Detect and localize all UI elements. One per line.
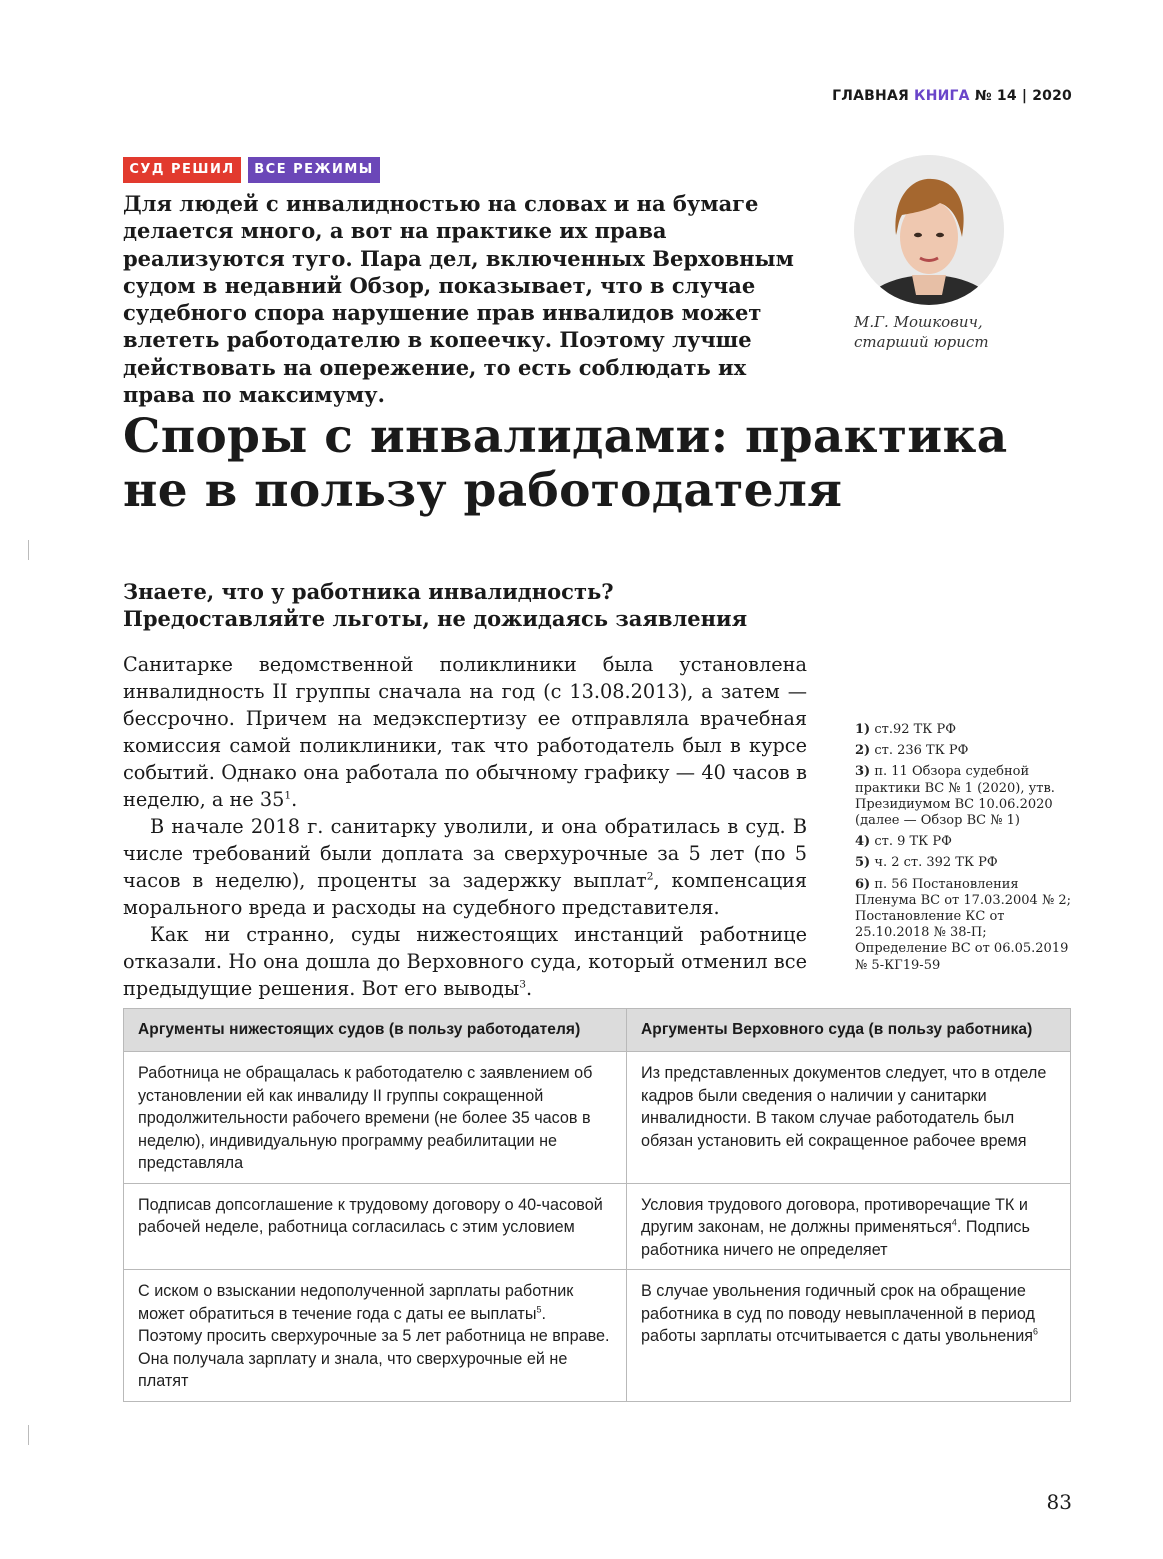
body-p1-end: .	[291, 788, 298, 811]
tag-all-regimes: ВСЕ РЕЖИМЫ	[248, 157, 380, 183]
footnote-ref-3[interactable]: 3	[519, 977, 527, 991]
table-row	[124, 1183, 1071, 1270]
table-header-row	[124, 1009, 1071, 1052]
body-paragraph-2	[123, 813, 807, 921]
issue-number: № 14 | 2020	[974, 88, 1072, 104]
footnote-6	[855, 877, 1080, 974]
subhead-line-2: Предоставляйте льготы, не дожидаясь заявления	[123, 606, 748, 631]
footnote-ref-4[interactable]: 4	[951, 1217, 957, 1228]
author-portrait	[854, 155, 1004, 305]
cell-text-a: В случае увольнения годичный срок на обращение работника в суд по поводу невыплаченной в период работы зарплаты отсчитывается с даты увольнения	[641, 1282, 1035, 1345]
author-name: М.Г. Мошкович,	[854, 313, 983, 331]
header-supreme-court: Аргументы Верховного суда (в пользу работника)	[627, 1009, 1071, 1052]
table-cell-right	[627, 1270, 1071, 1402]
subhead-line-1: Знаете, что у работника инвалидность?	[123, 579, 614, 604]
table-cell-left: Подписав допсоглашение к трудовому договору о 40-часовой рабочей неделе, работница согласилась с этим условием	[124, 1183, 627, 1270]
footnote-4-text: ст. 9 ТК РФ	[874, 834, 952, 850]
title-line-1: Споры с инвалидами: практика	[123, 409, 1008, 464]
author-photo-illustration	[854, 155, 1004, 305]
footnote-ref-6[interactable]: 6	[1033, 1326, 1039, 1337]
footnote-3	[855, 764, 1080, 829]
article-title	[123, 410, 1023, 518]
cell-text-a: С иском о взыскании недополученной зарплаты работник может обратиться в течение года с даты ее выплаты	[138, 1282, 574, 1323]
body-p2-text-b: , компенсация морального вреда и расходы на судебного представителя.	[123, 869, 807, 919]
footnote-5-text: ч. 2 ст. 392 ТК РФ	[874, 855, 998, 871]
footnote-2-text: ст. 236 ТК РФ	[874, 743, 969, 759]
body-p1-text: Санитарке ведомственной поликлиники была установлена инвалидность II группы сначала на год (с 13.08.2013), а затем — бессрочно. Причем на медэкспертизу ее отправляла врачебная комиссия самой поликлиники, так что работодатель был в курсе событий. Однако она работала по обычному графику — 40 часов в неделю, а не 35	[123, 653, 807, 811]
footnote-5-num: 5)	[855, 855, 871, 871]
footnote-3-num: 3)	[855, 764, 871, 780]
section-subheading	[123, 578, 823, 632]
cell-text-b: . Подпись работника ничего не определяет	[641, 1218, 1030, 1259]
arguments-table	[123, 1008, 1071, 1402]
footnote-ref-1[interactable]: 1	[284, 788, 292, 802]
header-lower-courts: Аргументы нижестоящих судов (в пользу работодателя)	[124, 1009, 627, 1052]
footnote-5	[855, 855, 1080, 871]
footnote-ref-5[interactable]: 5	[536, 1304, 542, 1315]
crop-mark-bottom	[28, 1425, 29, 1445]
crop-mark-top	[28, 540, 29, 560]
page-number: 83	[1046, 1490, 1072, 1514]
author-role: старший юрист	[854, 333, 989, 351]
lead-paragraph: Для людей с инвалидностью на словах и на бумаге делается много, а вот на практике их права реализуются туго. Пара дел, включенных Верховным судом в недавний Обзор, показывает, что в случае судебного спора нарушение прав инвалидов может влететь работодателю в копеечку. Поэтому лучше действовать на опережение, то есть соблюдать их права по максимуму.	[123, 191, 794, 408]
table-row	[124, 1270, 1071, 1402]
footnotes	[855, 722, 1080, 979]
footnote-6-text: п. 56 Постановления Пленума ВС от 17.03.2004 № 2; Постановление КС от 25.10.2018 № 38-П; Определение ВС от 06.05.2019 № 5-КГ19-59	[855, 876, 1072, 973]
brand-part1: ГЛАВНАЯ	[832, 88, 909, 104]
footnote-3-text: п. 11 Обзора судебной практики ВС № 1 (2020), утв. Президиумом ВС 10.06.2020 (далее — Обзор ВС № 1)	[855, 764, 1055, 829]
footnote-6-num: 6)	[855, 876, 871, 892]
footnote-1-text: ст.92 ТК РФ	[874, 722, 957, 737]
tag-court-decided: СУД РЕШИЛ	[123, 157, 241, 183]
masthead	[832, 88, 1072, 104]
title-line-2: не в пользу работодателя	[123, 463, 843, 518]
footnote-2-num: 2)	[855, 743, 871, 759]
table-cell-left: Работница не обращалась к работодателю с заявлением об установлении ей как инвалиду II группы сокращенной продолжительности рабочего времени (не более 35 часов в неделю), индивидуальную программу реабилитации не представляла	[124, 1052, 627, 1184]
footnote-1	[855, 722, 1080, 738]
footnote-1-num: 1)	[855, 722, 871, 737]
table-cell-right	[627, 1183, 1071, 1270]
cell-text-b: . Поэтому просить сверхурочные за 5 лет работница не вправе. Она получала зарплату и знала, что сверхурочные ей не платят	[138, 1304, 610, 1390]
body-paragraph-1	[123, 651, 807, 813]
author-caption	[854, 312, 989, 352]
table-row	[124, 1052, 1071, 1184]
body-p3-text: Как ни странно, суды нижестоящих инстанций работнице отказали. Но она дошла до Верховного суда, который отменил все предыдущие решения. Вот его выводы	[123, 923, 807, 1000]
cell-text-a: Условия трудового договора, противоречащие ТК и другим законам, не должны применяться	[641, 1195, 1028, 1236]
table-cell-right: Из представленных документов следует, что в отделе кадров были сведения о наличии у санитарки инвалидности. В таком случае работодатель был обязан установить ей сокращенное рабочее время	[627, 1052, 1071, 1184]
footnote-4	[855, 834, 1080, 850]
article-body	[123, 651, 807, 1002]
table-cell-left	[124, 1270, 627, 1402]
brand-part2: КНИГА	[914, 88, 970, 104]
footnote-4-num: 4)	[855, 834, 871, 850]
footnote-2	[855, 743, 1080, 759]
body-paragraph-3	[123, 921, 807, 1002]
footnote-ref-2[interactable]: 2	[646, 869, 654, 883]
body-p2-text-a: В начале 2018 г. санитарку уволили, и она обратилась в суд. В числе требований были доплата за сверхурочные за 5 лет (по 5 часов в неделю), проценты за задержку выплат	[123, 815, 807, 892]
body-p3-end: .	[526, 977, 533, 1000]
